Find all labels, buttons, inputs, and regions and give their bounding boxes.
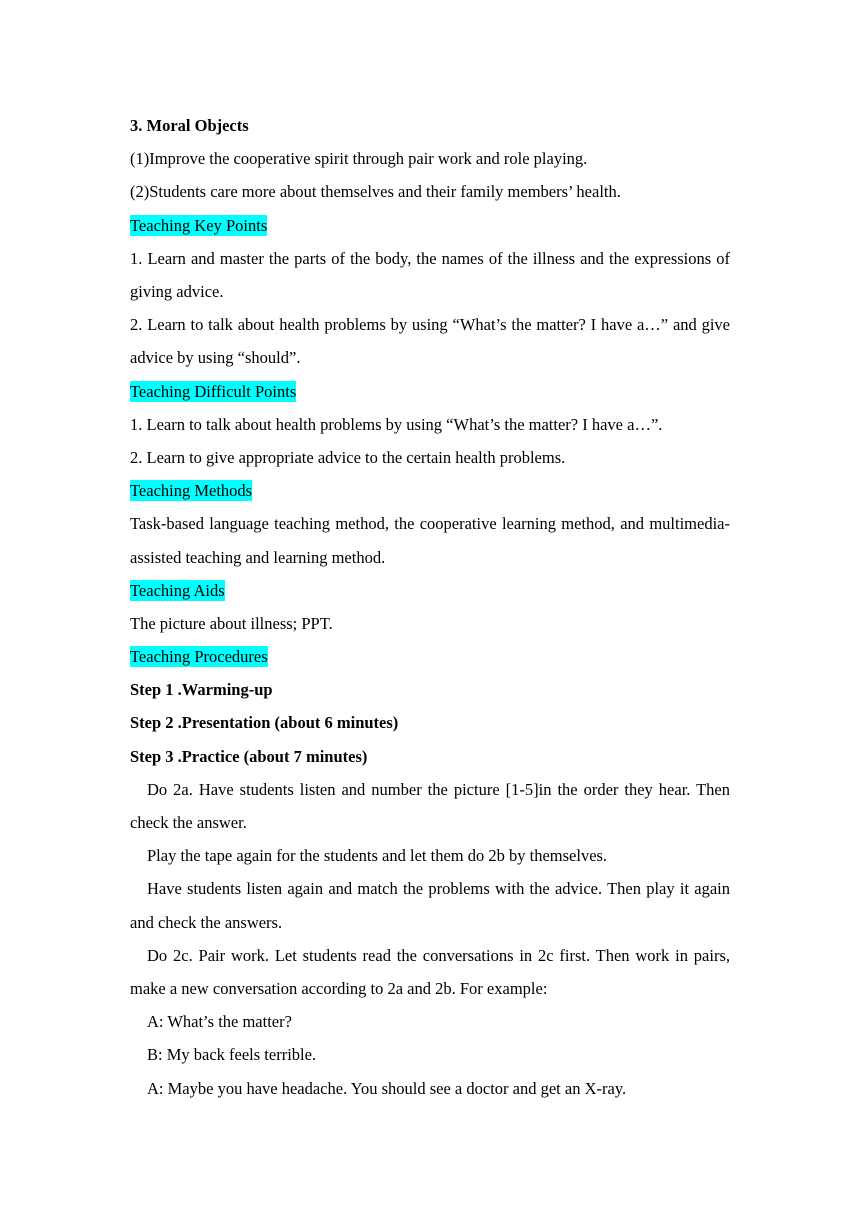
difficult-points-heading: Teaching Difficult Points (130, 381, 297, 401)
procedures-heading: Teaching Procedures (130, 647, 268, 667)
methods-heading: Teaching Methods (130, 481, 253, 501)
difficult-points-item: 1. Learn to talk about health problems by using “What’s the matter? I have a…”. (130, 414, 663, 434)
dialogue-line: B: My back feels terrible. (147, 1045, 317, 1065)
difficult-points-item: 2. Learn to give appropriate advice to the certain health problems. (130, 447, 566, 467)
dialogue-line: A: What’s the matter? (147, 1012, 292, 1032)
moral-objects-heading: 3. Moral Objects (130, 116, 249, 135)
aids-heading: Teaching Aids (130, 580, 225, 600)
procedure-paragraph: Play the tape again for the students and let them do 2b by themselves. (147, 846, 608, 866)
key-points-heading: Teaching Key Points (130, 215, 268, 235)
aids-text: The picture about illness; PPT. (130, 613, 333, 633)
step-heading: Step 1 .Warming-up (130, 680, 273, 700)
procedure-paragraph: Do 2c. Pair work. Let students read the conversations in 2c first. Then work in pairs, make a new conversation according to 2a and 2b. For example: (130, 945, 730, 999)
procedure-paragraph: Do 2a. Have students listen and number the picture [1-5]in the order they hear. Then check the answer. (130, 779, 730, 833)
procedure-paragraph: Have students listen again and match the problems with the advice. Then play it again and check the answers. (130, 879, 730, 932)
step-heading: Step 3 .Practice (about 7 minutes) (130, 746, 368, 766)
methods-text: Task-based language teaching method, the cooperative learning method, and multimedia-assisted teaching and learning method. (130, 514, 730, 567)
moral-objects-item: (1)Improve the cooperative spirit through pair work and role playing. (130, 149, 588, 169)
key-points-item: 1. Learn and master the parts of the body, the names of the illness and the expressions of giving advice. (130, 248, 730, 301)
document-page (130, 109, 730, 1105)
dialogue-line: A: Maybe you have headache. You should see a doctor and get an X-ray. (147, 1078, 627, 1098)
key-points-item: 2. Learn to talk about health problems by using “What’s the matter? I have a…” and give advice by using “should”. (130, 315, 730, 368)
step-heading: Step 2 .Presentation (about 6 minutes) (130, 713, 399, 733)
moral-objects-item: (2)Students care more about themselves and their family members’ health. (130, 182, 621, 202)
